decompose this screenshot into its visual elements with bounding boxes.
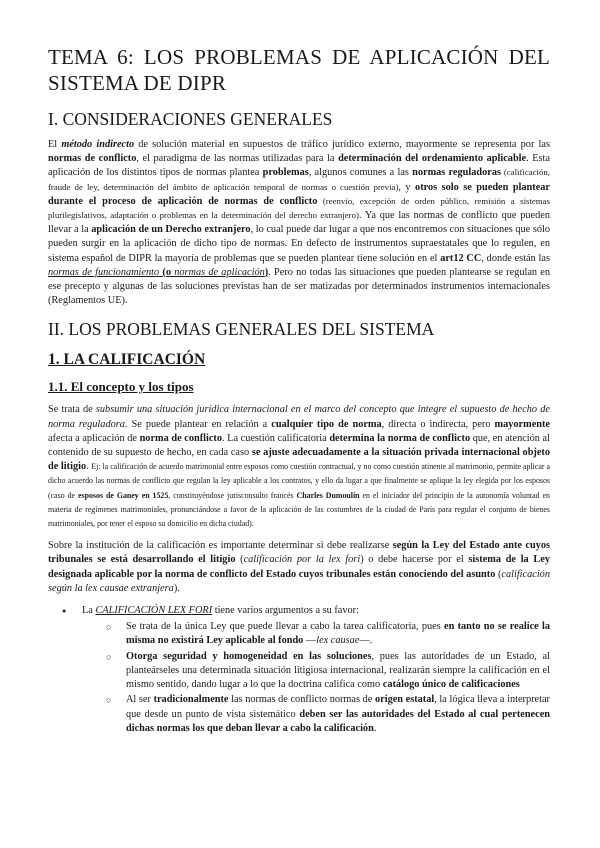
text-run: calificación según la lex causae extranjera (48, 568, 550, 594)
text-run: ) o debe hacerse por el (360, 554, 469, 566)
text-run: cualquier tipo de norma (271, 418, 382, 430)
text-run: normas de funcionamiento (48, 266, 160, 278)
text-run: . Pero no todas las situaciones que pueden plantearse se regulan en ese precepto y algunas de las soluciones previstas han de ser matizadas por determinados instrumentos internacionales (Reglamentos UE). (48, 266, 551, 307)
text-run: norma de conflicto (139, 432, 222, 444)
text-run: . Ya que las normas de conflicto que pueden llevar a la (48, 210, 550, 236)
text-run: en el iniciador del principio de la autonomía voluntad en materia de regímenes matrimoniales, pronunciándose a favor de la aplicación de las costumbres de la ciudad de París para regular el conjunto de bienes matrimoniales, por tener el esposo su domicilio en dicha ciudad). (48, 490, 550, 529)
subsection-heading-concepto-tipos: 1.1. El concepto y los tipos (48, 379, 194, 395)
text-run: , directa o indirecta, pero (381, 418, 495, 430)
paragraph-consideraciones (48, 138, 550, 308)
text-run: según la Ley del Estado ante cuyos tribunales se está desarrollando el litigio (48, 540, 550, 566)
text-run: Ej: la calificación de acuerdo matrimonial entre esposos como cuestión contractual, y no como cuestión atinente al matrimonio, permite aplicar a dicho acuerdo las normas de conflicto que regulan la ley aplicable a los contratos, y ello da lugar a que finalmente se aplique la ley elegida por los esposos (caso de (48, 462, 550, 500)
bullet-list (48, 604, 550, 736)
text-run: afecta a aplicación de (48, 432, 140, 444)
text-run: problemas (262, 167, 309, 179)
text-run: aplicación de un Derecho extranjero (91, 224, 251, 236)
text-run: de solución material en supuestos de tráfico jurídico externo, mayormente se representa por las (134, 139, 550, 150)
section-heading-consideraciones: I. CONSIDERACIONES GENERALES (48, 109, 333, 129)
section-heading-problemas-generales: II. LOS PROBLEMAS GENERALES DEL SISTEMA (48, 319, 435, 340)
text-run: método indirecto (61, 139, 135, 150)
text-run: deben ser las autoridades del Estado al cual pertenecen dichas normas los que deban llevar a cabo la calificación (126, 708, 550, 734)
text-run: , donde están las (481, 252, 550, 264)
sub-bullet-item (106, 650, 550, 693)
paragraph-concepto (48, 403, 550, 531)
text-run: . (86, 461, 92, 473)
text-run: normas de aplicación (174, 266, 265, 278)
text-run: . Esta aplicación de los distintos tipos de normas plantea (48, 153, 550, 179)
text-run: , pues las autoridades de un Estado, al planteárseles una determinada situación litigiosa internacional, realizarán siempre la calificación en el mismo sentido, dando lugar a lo que la doctrina califica como (126, 650, 550, 691)
text-run: , constituyéndose jurisconsulto francés (168, 490, 297, 500)
text-run: Sobre la institución de la calificación es importante determinar si debe realizarse (48, 540, 393, 552)
text-run: las normas de conflicto normas de (228, 694, 375, 706)
text-run: —. (359, 635, 373, 647)
text-run: Charles Dumoulin (296, 490, 360, 500)
text-run: , y (398, 181, 416, 193)
paragraph-institucion-calificacion (48, 539, 550, 596)
text-run: lex causae (316, 635, 360, 647)
text-run: art12 CC (440, 252, 482, 264)
document-page (48, 44, 550, 737)
text-run: ( (495, 568, 502, 580)
text-run: en tanto no se realice la misma no existirá Ley aplicable al fondo (126, 621, 550, 647)
text-run: , lo cual puede dar lugar a que nos encontremos con situaciones que sólo pueden surgir en la aplicación de dicho tipo de normas. En defecto de instrumentos supraestatales que lo regulen, en sistema español de DIPR la mayoría de problemas que se pueden plantear tiene solución en el (48, 224, 551, 264)
text-run: subsumir una situación jurídica internacional en el marco del concepto que integre el supuesto de hecho de norma reguladora (48, 404, 550, 430)
text-run: , el paradigma de las normas utilizadas para la (136, 153, 339, 165)
subsection-heading-calificacion: 1. LA CALIFICACIÓN (48, 351, 206, 369)
text-run: normas reguladoras (412, 167, 501, 179)
text-run: se ajuste adecuadamente a la situación privada internacional objeto de litigio (48, 447, 550, 473)
text-run: . La cuestión calificatoria (222, 432, 330, 444)
text-run: ( (235, 554, 244, 566)
sub-bullet-item (106, 620, 550, 648)
text-run: (calificación, fraude de ley, determinación del ámbito de aplicación temporal de normas o cuestión previa) (48, 167, 550, 192)
text-run: , la lógica lleva a interpretar que desde un punto de vista sistemático (126, 694, 550, 720)
text-run: sistema de la Ley designada aplicable por la norma de conflicto del Estado cuyos tribunales están conociendo del asunto (48, 554, 550, 580)
text-run: normas de conflicto (48, 153, 137, 165)
text-run: (o (159, 266, 175, 278)
text-run: tiene varios argumentos a su favor: (212, 605, 359, 617)
text-run: otros solo se pueden plantear durante el proceso de aplicación de normas de conflicto (48, 181, 551, 207)
text-run: CALIFICACIÓN LEX FORI (95, 605, 213, 617)
bullet-lex-fori-text (82, 605, 359, 616)
text-run: determinación del ordenamiento aplicable (338, 153, 527, 165)
text-run: ). (173, 582, 180, 594)
page-title: TEMA 6: LOS PROBLEMAS DE APLICACIÓN DEL SISTEMA DE DIPR (48, 45, 550, 95)
text-run: determina la norma de conflicto (329, 432, 471, 444)
bullet-lex-fori (62, 604, 550, 736)
text-run: La (82, 605, 96, 617)
text-run: — (303, 635, 317, 647)
sub-bullet-item (106, 693, 550, 736)
text-run: esposos de Ganey en 1525 (78, 490, 169, 500)
text-run: Al ser (126, 694, 154, 706)
sub-bullet-list (82, 620, 550, 736)
text-run: mayormente (494, 418, 550, 430)
text-run: , algunos comunes a las (308, 167, 413, 179)
text-run: catálogo único de calificaciones (382, 679, 520, 691)
text-run: . (373, 722, 377, 734)
text-run: origen estatal (374, 694, 435, 706)
text-run: ) (264, 266, 269, 278)
text-run: calificación por la lex fori (243, 554, 361, 566)
text-run: tradicionalmente (153, 694, 229, 706)
text-run: Se trata de la única Ley que puede llevar a cabo la tarea calificatoria, pues (126, 621, 445, 633)
text-run: El (48, 139, 62, 150)
text-run: Se trata de (48, 404, 96, 416)
text-run: Otorga seguridad y homogeneidad en las soluciones (126, 650, 372, 662)
text-run: que, en atención al contenido de su supuesto de hecho, en cada caso (48, 432, 550, 459)
text-run: (reenvío, excepción de orden público, remisión a sistemas plurilegislativos, adaptación o problemas en la determinación del derecho extranjero) (48, 195, 550, 221)
text-run: . Se puede plantear en relación a (124, 418, 272, 430)
